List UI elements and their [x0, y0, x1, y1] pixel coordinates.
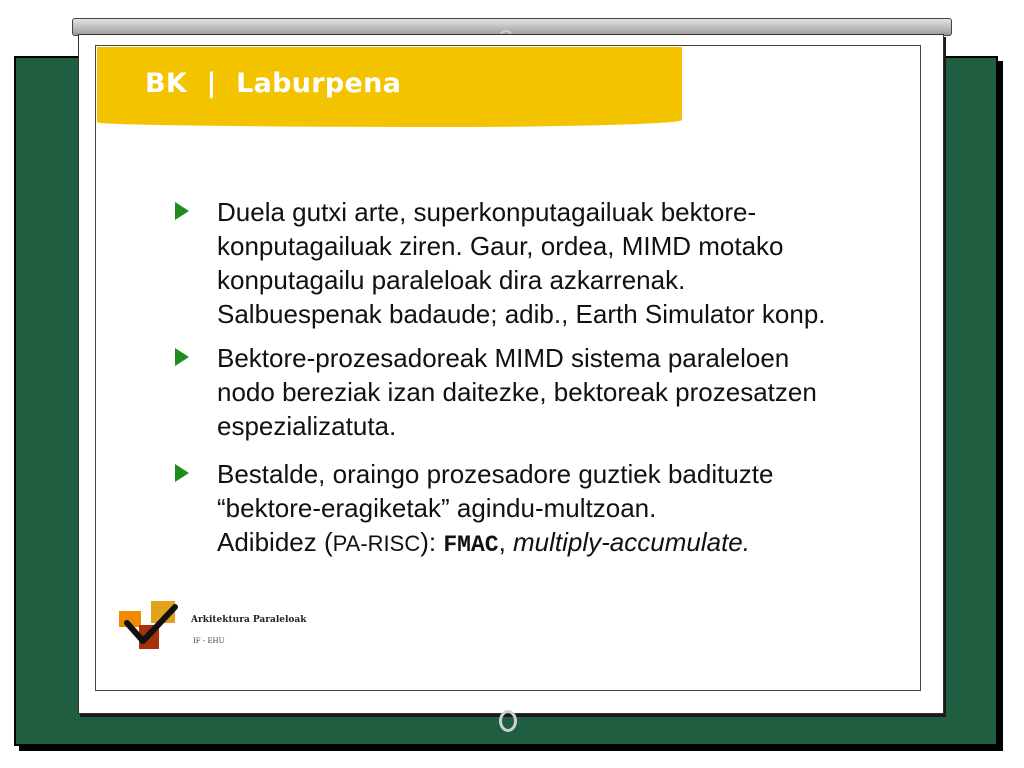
bullet-line: konputagailu paraleloak dira azkarrenak.	[217, 265, 686, 295]
checkmark-blocks-logo	[117, 599, 181, 655]
bullet-item	[173, 341, 913, 443]
bullet-line: Bestalde, oraingo prozesadore guztiek badituzte	[217, 459, 774, 489]
bullet-line: konputagailuak ziren. Gaur, ordea, MIMD motako	[217, 231, 784, 261]
bullet-line: Duela gutxi arte, superkonputagailuak bektore-	[217, 197, 757, 227]
arrow-right-icon	[175, 464, 189, 482]
bullet-list	[173, 195, 913, 562]
instruction-name: FMAC	[443, 532, 499, 558]
instruction-meaning: multiply-accumulate.	[513, 527, 750, 557]
bullet-line: Bektore-prozesadoreak MIMD sistema paraleloen	[217, 343, 790, 373]
bullet-item	[173, 195, 913, 331]
bullet-line: nodo bereziak izan daitezke, bektoreak prozesatzen	[217, 377, 817, 407]
architecture-name: PA-RISC	[332, 531, 421, 556]
example-separator: ,	[498, 527, 514, 557]
example-mid: ):	[420, 527, 444, 557]
bullet-line: espezializatuta.	[217, 411, 397, 441]
screen-bottom-knob	[499, 710, 517, 732]
footer-subtitle: IF - EHU	[193, 637, 225, 645]
example-prefix: Adibidez (	[217, 527, 333, 557]
example-line	[217, 527, 750, 557]
bullet-line: “bektore-eragiketak” agindu-multzoan.	[217, 493, 657, 523]
slide-sheet	[78, 34, 944, 714]
footer-title: Arkitektura Paraleloak	[191, 615, 307, 625]
bullet-line: Salbuespenak badaude; adib., Earth Simulator konp.	[217, 299, 826, 329]
slide-title: BK | Laburpena	[145, 68, 402, 99]
arrow-right-icon	[175, 348, 189, 366]
arrow-right-icon	[175, 202, 189, 220]
bullet-item	[173, 457, 913, 562]
